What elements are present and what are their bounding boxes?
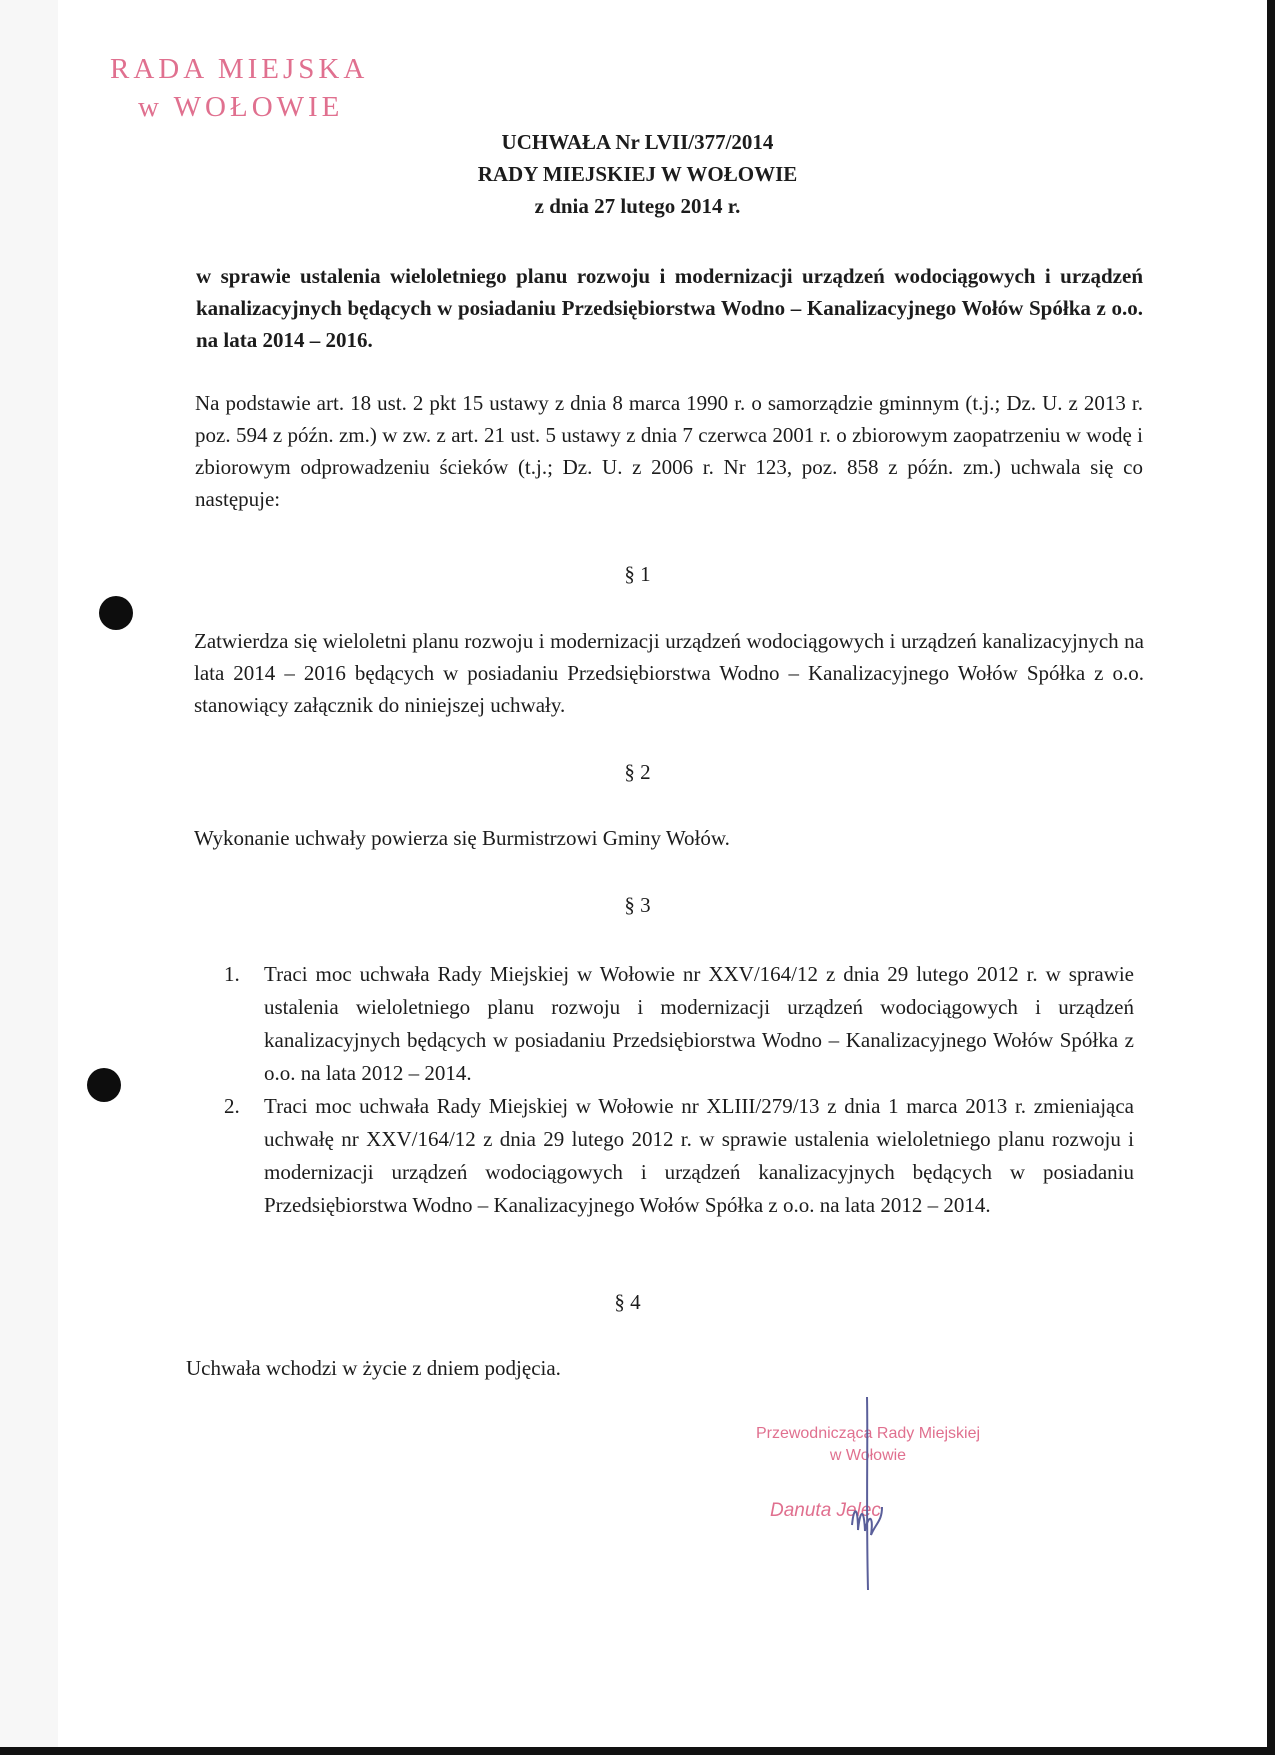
list-item-number: 1. — [224, 962, 240, 986]
resolution-date: z dnia 27 lutego 2014 r. — [534, 194, 741, 218]
scan-edge-left — [0, 0, 58, 1755]
resolution-header — [0, 126, 1275, 222]
punch-hole — [87, 1068, 121, 1102]
council-stamp-line2: w WOŁOWIE — [138, 91, 344, 123]
section-heading-1: § 1 — [624, 562, 651, 586]
handwritten-signature — [838, 1395, 898, 1595]
signature-title-line2: w Wołowie — [829, 1447, 907, 1464]
resolution-subject: w sprawie ustalenia wieloletniego planu rozwoju i modernizacji urządzeń wodociągowych i urządzeń kanalizacyjnych będących w posiadaniu Przedsiębiorstwa Wodno – Kanalizacyjnego Wołów Spółka z o.o. na lata 2014 – 2016. — [196, 264, 1143, 352]
section-heading-4: § 4 — [614, 1290, 641, 1314]
resolution-council: RADY MIEJSKIEJ W WOŁOWIE — [477, 162, 798, 186]
scan-edge-right — [1267, 0, 1275, 1755]
council-stamp-line1: RADA MIEJSKA — [110, 53, 369, 85]
section-heading-2: § 2 — [624, 760, 651, 784]
section-3-list — [224, 958, 1134, 1222]
section-heading-3: § 3 — [624, 893, 651, 917]
list-item-text: Traci moc uchwała Rady Miejskiej w Wołowie nr XXV/164/12 z dnia 29 lutego 2012 r. w sprawie ustalenia wieloletniego planu rozwoju i modernizacji urządzeń wodociągowych i urządzeń kanalizacyjnych będących w posiadaniu Przedsiębiorstwa Wodno – Kanalizacyjnego Wołów Spółka z o.o. na lata 2012 – 2014. — [264, 962, 1134, 1085]
punch-hole — [99, 596, 133, 630]
list-item-number: 2. — [224, 1094, 240, 1118]
council-stamp — [110, 50, 368, 126]
list-item-text: Traci moc uchwała Rady Miejskiej w Wołowie nr XLIII/279/13 z dnia 1 marca 2013 r. zmieniająca uchwałę nr XXV/164/12 z dnia 29 lutego 2012 r. w sprawie ustalenia wieloletniego planu rozwoju i modernizacji urządzeń wodociągowych i urządzeń kanalizacyjnych będących w posiadaniu Przedsiębiorstwa Wodno – Kanalizacyjnego Wołów Spółka z o.o. na lata 2012 – 2014. — [264, 1094, 1134, 1217]
resolution-number: UCHWAŁA Nr LVII/377/2014 — [501, 130, 774, 154]
list-item — [224, 958, 1134, 1090]
scan-edge-bottom — [0, 1747, 1275, 1755]
section-text-4: Uchwała wchodzi w życie z dniem podjęcia. — [186, 1356, 561, 1380]
signature-title-line1: Przewodnicząca Rady Miejskiej — [755, 1425, 981, 1442]
legal-basis: Na podstawie art. 18 ust. 2 pkt 15 ustawy z dnia 8 marca 1990 r. o samorządzie gminnym (t.j.; Dz. U. z 2013 r. poz. 594 z późn. zm.) w zw. z art. 21 ust. 5 ustawy z dnia 7 czerwca 2001 r. o zbiorowym zaopatrzeniu w wodę i zbiorowym odprowadzeniu ścieków (t.j.; Dz. U. z 2006 r. Nr 123, poz. 858 z późn. zm.) uchwala się co następuje: — [195, 391, 1143, 511]
section-text-2: Wykonanie uchwały powierza się Burmistrzowi Gminy Wołów. — [194, 826, 730, 850]
section-text-1: Zatwierdza się wieloletni planu rozwoju i modernizacji urządzeń wodociągowych i urządzeń kanalizacyjnych na lata 2014 – 2016 będących w posiadaniu Przedsiębiorstwa Wodno – Kanalizacyjnego Wołów Spółka z o.o. stanowiący załącznik do niniejszej uchwały. — [194, 629, 1144, 717]
list-item — [224, 1090, 1134, 1222]
signatory-name: Danuta Jelec — [770, 1500, 881, 1521]
